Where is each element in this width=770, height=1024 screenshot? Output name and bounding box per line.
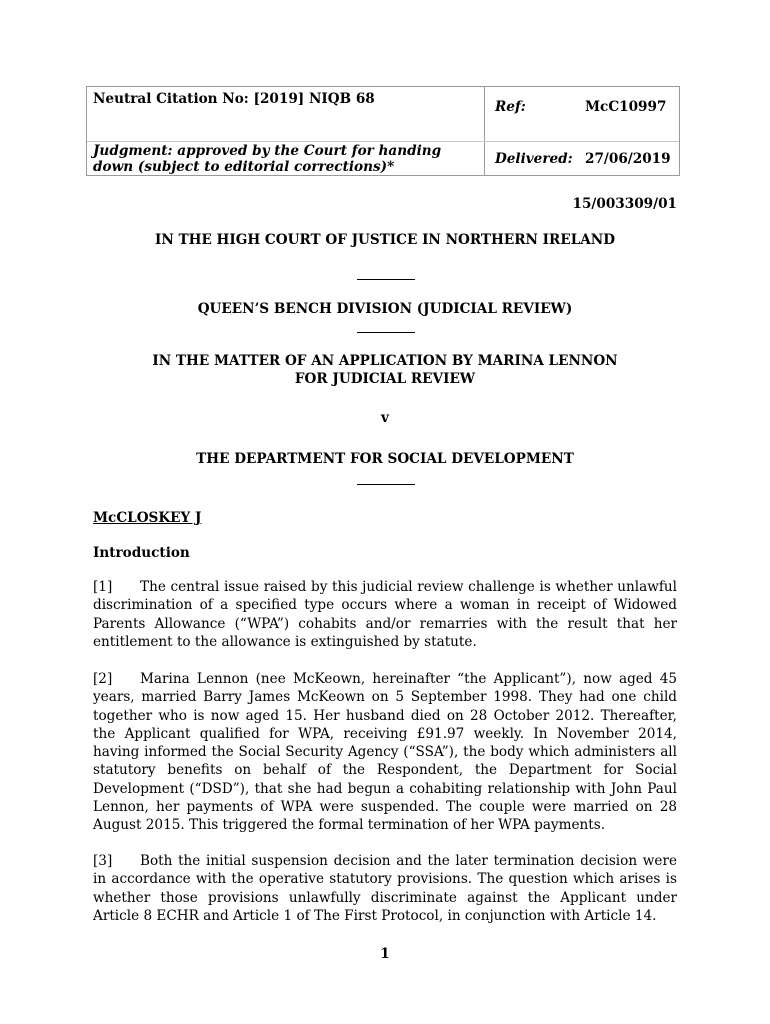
paragraph-1	[93, 578, 677, 651]
case-number: 15/003309/01	[572, 196, 677, 212]
divider-rule	[357, 279, 415, 280]
neutral-citation: Neutral Citation No: [2019] NIQB 68	[93, 91, 375, 107]
court-title: IN THE HIGH COURT OF JUSTICE IN NORTHERN IRELAND	[154, 232, 616, 248]
paragraph-3	[93, 852, 677, 925]
paragraph-2	[93, 670, 677, 835]
division-title: QUEEN’S BENCH DIVISION (JUDICIAL REVIEW)	[197, 301, 573, 317]
respondent-title: THE DEPARTMENT FOR SOCIAL DEVELOPMENT	[196, 451, 574, 467]
judgment-note: Judgment: approved by the Court for handing down (subject to editorial corrections)*	[93, 143, 442, 175]
table-divider-horizontal	[87, 141, 679, 142]
delivered-value: 27/06/2019	[585, 151, 671, 167]
paragraph-number: [1]	[93, 579, 113, 595]
judge-name: McCLOSKEY J	[93, 510, 202, 526]
ref-label: Ref:	[495, 99, 526, 115]
paragraph-number: [3]	[93, 853, 113, 869]
page-number: 1	[380, 946, 390, 962]
paragraph-text: Marina Lennon (nee McKeown, hereinafter “the Applicant”), now aged 45 years, married Barry James McKeown on 5 September 1998. They had one child together who is now aged 15. Her husband died on 28 October 2012. Thereafter, the Applicant qualified for WPA, receiving £91.97 weekly. In November 2014, having informed the Social Security Agency (“SSA”), the body which administers all statutory benefits on behalf of the Respondent, the Department for Social Development (“DSD”), that she had begun a cohabiting relationship with John Paul Lennon, her payments of WPA were suspended. The couple were married on 28 August 2015. This triggered the formal termination of her WPA payments.	[93, 671, 677, 834]
paragraph-number: [2]	[93, 671, 113, 687]
matter-line-1: IN THE MATTER OF AN APPLICATION BY MARINA LENNON	[152, 353, 618, 369]
paragraph-text: Both the initial suspension decision and the later termination decision were in accordance with the operative statutory provisions. The question which arises is whether those provisions unlawfully discriminate against the Applicant under Article 8 ECHR and Article 1 of The First Protocol, in conjunction with Article 14.	[93, 853, 677, 924]
table-divider-vertical	[484, 87, 485, 175]
paragraph-text: The central issue raised by this judicial review challenge is whether unlawful discrimination of a specified type occurs where a woman in receipt of Widowed Parents Allowance (“WPA”) cohabits and/or remarries with the result that her entitlement to the allowance is extinguished by statute.	[93, 579, 677, 650]
delivered-label: Delivered:	[495, 151, 573, 167]
matter-line-2: FOR JUDICIAL REVIEW	[294, 371, 476, 387]
ref-value: McC10997	[585, 99, 667, 115]
versus: v	[381, 410, 389, 426]
divider-rule	[357, 332, 415, 333]
divider-rule	[357, 484, 415, 485]
citation-header-table	[86, 86, 680, 176]
section-heading: Introduction	[93, 545, 190, 561]
